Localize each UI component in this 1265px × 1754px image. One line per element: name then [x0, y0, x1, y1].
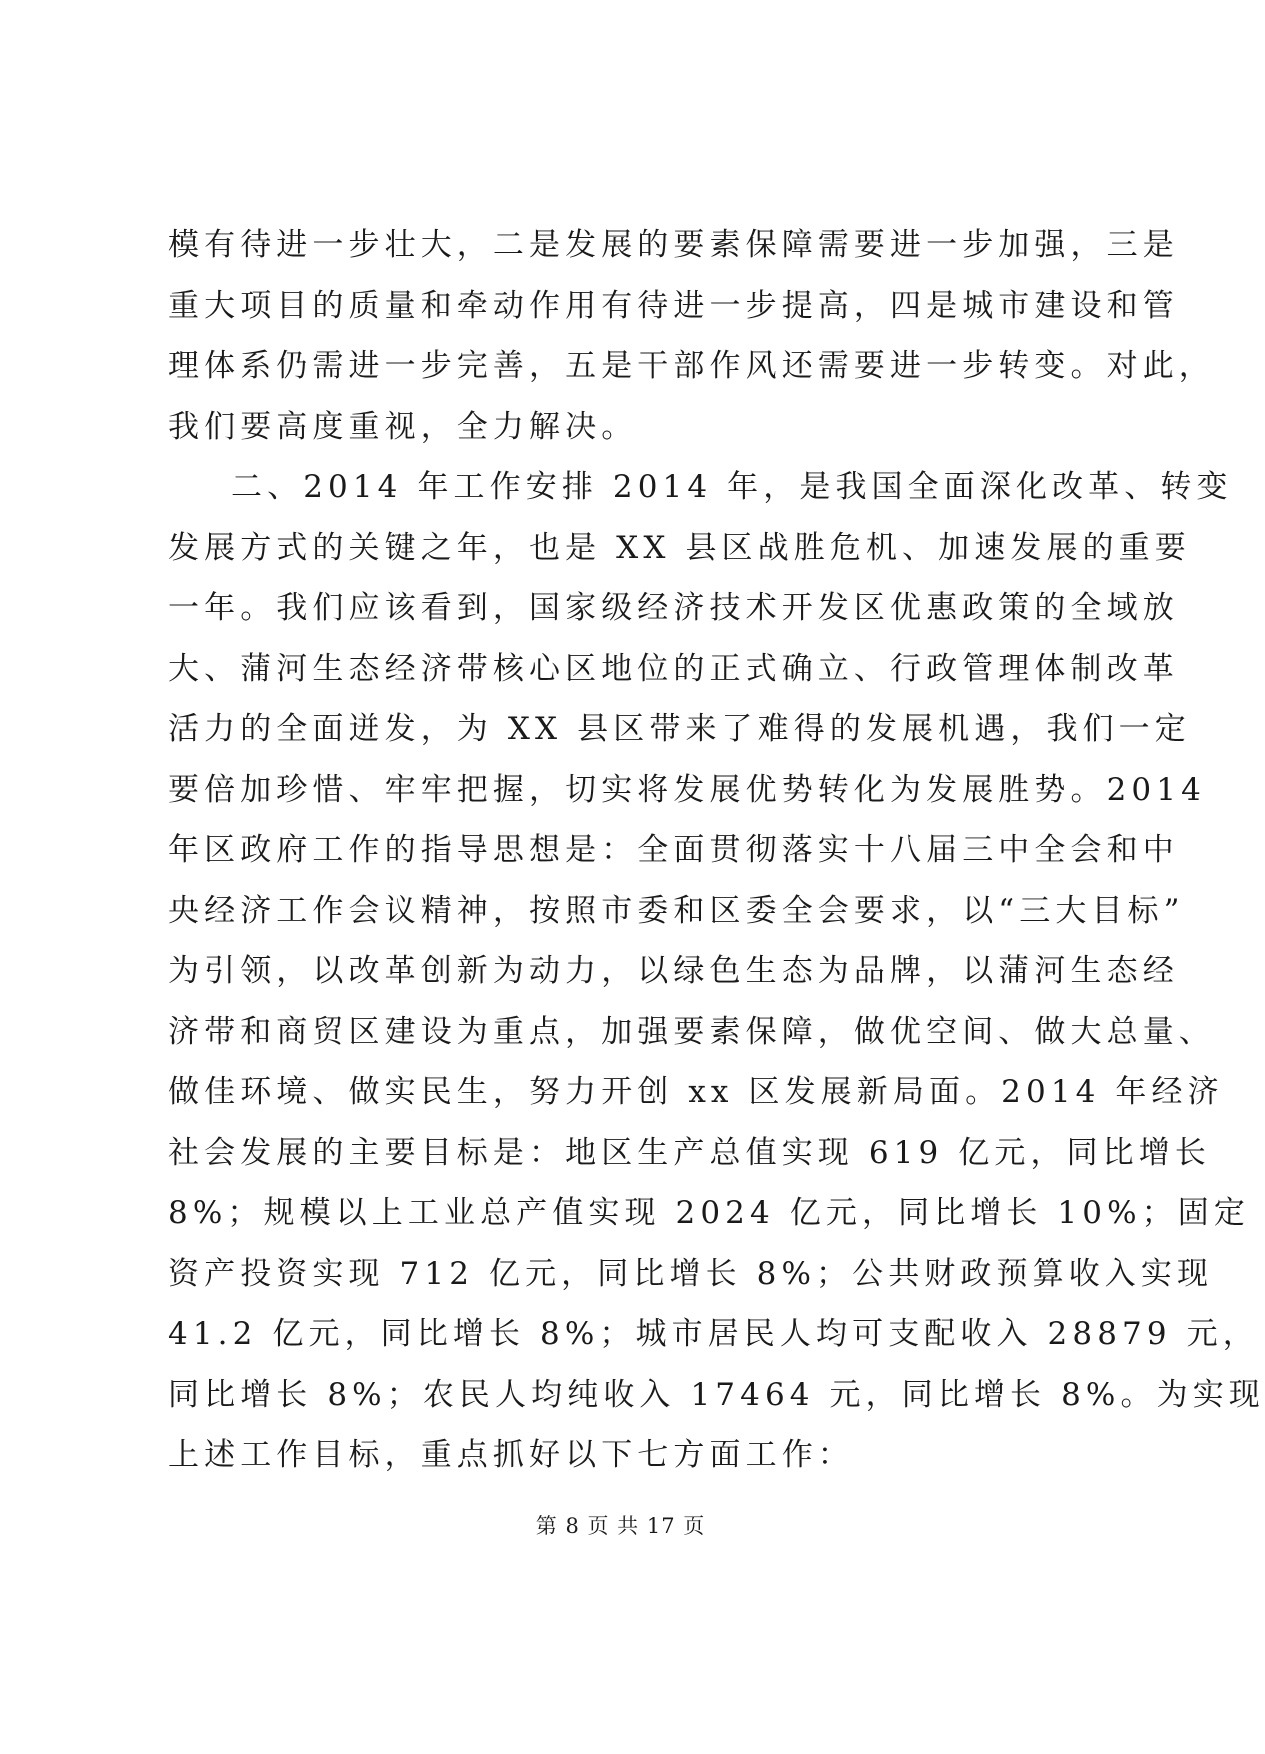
body-line: 8%；规模以上工业总产值实现 2024 亿元，同比增长 10%；固定 [168, 1195, 1250, 1231]
body-line: 要倍加珍惜、牢牢把握，切实将发展优势转化为发展胜势。2014 [168, 771, 1206, 808]
body-line: 我们要高度重视，全力解决。 [168, 408, 638, 445]
page-number-footer: 第 8 页 共 17 页 [535, 1514, 706, 1538]
document-body [168, 226, 1265, 1497]
body-line: 大、蒲河生态经济带核心区地位的正式确立、行政管理体制改革 [168, 650, 1179, 687]
section-heading-line: 二、2014 年工作安排 2014 年，是我国全面深化改革、转变 [231, 469, 1233, 505]
body-line: 模有待进一步壮大，二是发展的要素保障需要进一步加强，三是 [168, 227, 1179, 263]
body-line: 年区政府工作的指导思想是：全面贯彻落实十八届三中全会和中 [168, 832, 1179, 868]
body-line: 上述工作目标，重点抓好以下七方面工作： [168, 1437, 854, 1473]
body-line: 资产投资实现 712 亿元，同比增长 8%；公共财政预算收入实现 [168, 1255, 1214, 1292]
body-line: 活力的全面迸发，为 XX 县区带来了难得的发展机遇，我们一定 [168, 711, 1191, 747]
body-line: 一年。我们应该看到，国家级经济技术开发区优惠政策的全域放 [168, 590, 1179, 626]
body-line: 理体系仍需进一步完善，五是干部作风还需要进一步转变。对此， [168, 348, 1215, 384]
body-line: 做佳环境、做实民生，努力开创 xx 区发展新局面。2014 年经济 [168, 1074, 1224, 1110]
body-line: 为引领，以改革创新为动力，以绿色生态为品牌，以蒲河生态经 [168, 953, 1179, 989]
body-line: 41.2 亿元，同比增长 8%；城市居民人均可支配收入 28879 元， [168, 1316, 1259, 1352]
body-line: 重大项目的质量和牵动作用有待进一步提高，四是城市建设和管 [168, 287, 1179, 324]
body-line: 同比增长 8%；农民人均纯收入 17464 元，同比增长 8%。为实现 [168, 1376, 1265, 1413]
body-line: 央经济工作会议精神，按照市委和区委全会要求，以“三大目标” [168, 892, 1185, 929]
body-line: 社会发展的主要目标是：地区生产总值实现 619 亿元，同比增长 [168, 1134, 1211, 1171]
body-line: 发展方式的关键之年，也是 XX 县区战胜危机、加速发展的重要 [168, 529, 1191, 566]
body-line: 济带和商贸区建设为重点，加强要素保障，做优空间、做大总量、 [168, 1013, 1215, 1050]
